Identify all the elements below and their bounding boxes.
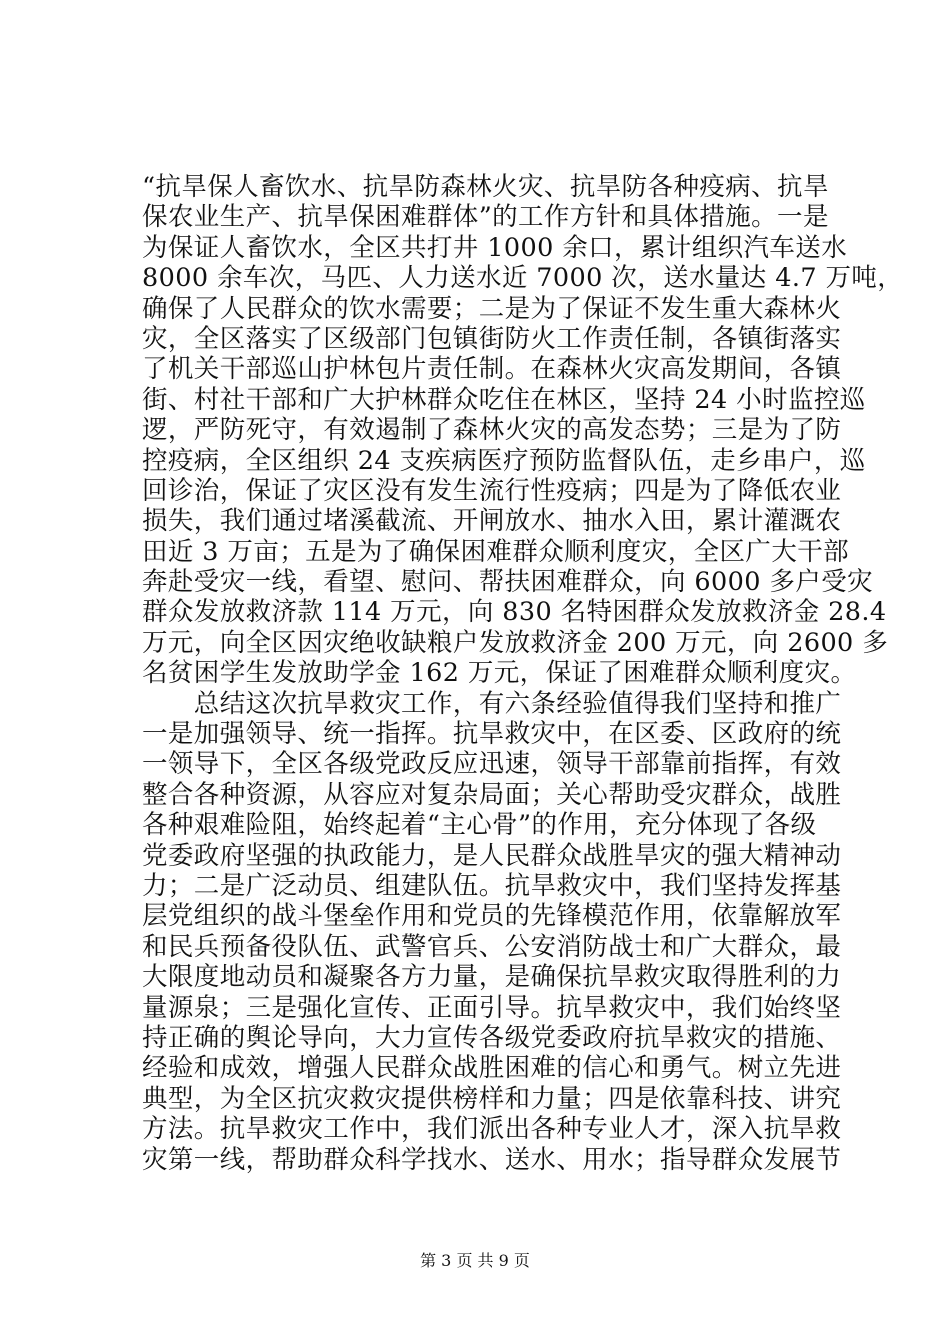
text-line: 典型，为全区抗灾救灾提供榜样和力量；四是依靠科技、讲究 [142,1083,842,1114]
text-line: 万元，向全区因灾绝收缺粮户发放救济金 200 万元，向 2600 多 [142,627,889,658]
text-line: “抗旱保人畜饮水、抗旱防森林火灾、抗旱防各种疫病、抗旱 [142,172,829,202]
text-line: 街、村社干部和广大护林群众吃住在林区，坚持 24 小时监控巡 [142,384,866,415]
text-line: 大限度地动员和凝聚各方力量，是确保抗旱救灾取得胜利的力 [142,962,842,993]
text-line: 群众发放救济款 114 万元，向 830 名特困群众发放救济金 28.4 [142,597,887,628]
text-line: 名贫困学生发放助学金 162 万元，保证了困难群众顺利度灾。 [142,658,857,689]
text-line: 整合各种资源，从容应对复杂局面；关心帮助受灾群众，战胜 [142,779,842,810]
text-line: 一领导下，全区各级党政反应迅速，领导干部靠前指挥，有效 [142,749,842,780]
text-line: 田近 3 万亩；五是为了确保困难群众顺利度灾，全区广大干部 [142,536,850,567]
text-line: 力；二是广泛动员、组建队伍。抗旱救灾中，我们坚持发挥基 [142,870,842,901]
text-line: 经验和成效，增强人民群众战胜困难的信心和勇气。树立先进 [142,1053,842,1084]
text-line: 回诊治，保证了灾区没有发生流行性疫病；四是为了降低农业 [142,475,842,506]
text-line: 8000 余车次，马匹、人力送水近 7000 次，送水量达 4.7 万吨， [142,263,904,294]
text-line: 了机关干部巡山护林包片责任制。在森林火灾高发期间，各镇 [142,354,842,385]
text-line: 为保证人畜饮水，全区共打井 1000 余口，累计组织汽车送水 [142,232,848,263]
paragraph-start-line: 总结这次抗旱救灾工作，有六条经验值得我们坚持和推广 [142,688,842,719]
text-line: 各种艰难险阻，始终起着“主心骨”的作用，充分体现了各级 [142,810,817,841]
text-line: 损失，我们通过堵溪截流、开闸放水、抽水入田，累计灌溉农 [142,506,842,537]
text-line: 量源泉；三是强化宣传、正面引导。抗旱救灾中，我们始终坚 [142,992,842,1023]
text-line: 奔赴受灾一线，看望、慰问、帮扶困难群众，向 6000 多户受灾 [142,567,874,598]
text-line: 层党组织的战斗堡垒作用和党员的先锋模范作用，依靠解放军 [142,901,842,932]
text-line: 控疫病，全区组织 24 支疾病医疗预防监督队伍，走乡串户，巡 [142,445,866,476]
text-line: 灾第一线，帮助群众科学找水、送水、用水；指导群众发展节 [142,1144,842,1175]
text-line: 逻，严防死守，有效遏制了森林火灾的高发态势；三是为了防 [142,415,842,446]
text-line: 方法。抗旱救灾工作中，我们派出各种专业人才，深入抗旱救 [142,1114,842,1145]
text-line: 和民兵预备役队伍、武警官兵、公安消防战士和广大群众，最 [142,931,842,962]
body-text [142,172,904,1175]
page-number-footer: 第 3 页 共 9 页 [420,1251,530,1270]
text-line: 灾，全区落实了区级部门包镇街防火工作责任制，各镇街落实 [142,323,842,354]
text-line: 确保了人民群众的饮水需要；二是为了保证不发生重大森林火 [142,293,842,324]
text-line: 保农业生产、抗旱保困难群体”的工作方针和具体措施。一是 [142,202,829,233]
text-line: 持正确的舆论导向，大力宣传各级党委政府抗旱救灾的措施、 [142,1022,842,1053]
text-line: 党委政府坚强的执政能力，是人民群众战胜旱灾的强大精神动 [142,840,842,871]
text-line: 一是加强领导、统一指挥。抗旱救灾中，在区委、区政府的统 [142,719,842,750]
